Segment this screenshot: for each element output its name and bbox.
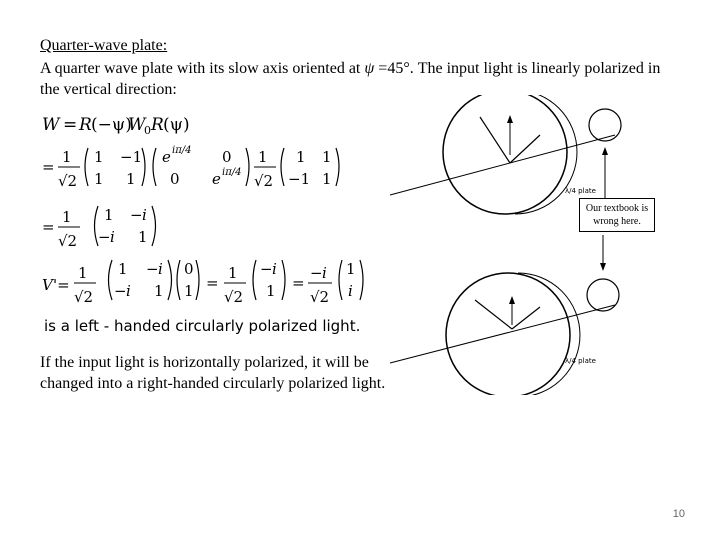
svg-text:iπ/4: iπ/4 <box>222 167 242 178</box>
plate-label-bottom: λ/4 plate <box>565 357 596 365</box>
svg-text:1: 1 <box>126 170 136 188</box>
svg-text:(−ψ): (−ψ) <box>91 115 132 135</box>
svg-text:√2: √2 <box>310 288 330 306</box>
equation-line-3 <box>42 206 156 250</box>
psi-symbol: ψ <box>364 60 375 77</box>
svg-text:i: i <box>348 282 353 300</box>
svg-text:−: − <box>310 264 323 282</box>
svg-text:√2: √2 <box>58 232 78 250</box>
svg-text:√2: √2 <box>224 288 244 306</box>
svg-text:1: 1 <box>94 170 104 188</box>
svg-text:−: − <box>114 282 127 300</box>
bottom-wave-plate <box>390 235 619 395</box>
svg-text:i: i <box>110 228 115 246</box>
plate-label-top: λ/4 plate <box>565 187 596 195</box>
slide-heading: Quarter-wave plate: <box>40 37 168 54</box>
svg-text:0: 0 <box>144 124 151 137</box>
svg-text:1: 1 <box>228 264 238 282</box>
svg-text:1: 1 <box>138 228 148 246</box>
svg-text:1: 1 <box>184 282 194 300</box>
svg-text:1: 1 <box>346 260 356 278</box>
svg-text:1: 1 <box>322 170 332 188</box>
page-number: 10 <box>672 508 685 520</box>
svg-text:1: 1 <box>78 264 88 282</box>
svg-text:W: W <box>128 115 146 135</box>
svg-text:W: W <box>42 115 60 135</box>
svg-text:=: = <box>292 274 305 292</box>
svg-text:1: 1 <box>154 282 164 300</box>
svg-text:1: 1 <box>258 148 268 166</box>
svg-text:0: 0 <box>184 260 194 278</box>
svg-text:iπ/4: iπ/4 <box>172 145 192 156</box>
equation-line-4 <box>42 260 363 306</box>
svg-text:−: − <box>146 260 159 278</box>
svg-text:1: 1 <box>322 148 332 166</box>
svg-text:−: − <box>98 228 111 246</box>
bottom-text: If the input light is horizontally polarized, it will be changed into a right-handed circularly polarized light. <box>40 354 386 392</box>
svg-text:√2: √2 <box>254 172 274 190</box>
svg-text:√2: √2 <box>74 288 94 306</box>
svg-text:1: 1 <box>94 148 104 166</box>
svg-text:R: R <box>79 115 92 135</box>
intro-text-start: A quarter wave plate with its slow axis oriented at <box>40 60 365 77</box>
svg-text:−: − <box>260 260 273 278</box>
svg-text:√2: √2 <box>58 172 78 190</box>
svg-text:1: 1 <box>118 260 128 278</box>
intro-text-end: =45°. The input light is linearly polarized in the vertical direction: <box>40 60 661 98</box>
svg-text:−1: −1 <box>120 148 143 166</box>
svg-text:1: 1 <box>296 148 306 166</box>
svg-text:e: e <box>162 148 171 166</box>
equation-block <box>30 108 370 338</box>
intro-text <box>40 58 680 100</box>
svg-text:i: i <box>322 264 327 282</box>
svg-text:1: 1 <box>62 208 72 226</box>
svg-text:−1: −1 <box>288 170 311 188</box>
svg-text:=: = <box>63 115 78 135</box>
svg-text:=: = <box>42 218 55 236</box>
svg-text:R: R <box>151 115 164 135</box>
wave-plate-diagram <box>380 95 660 395</box>
top-wave-plate <box>390 95 621 214</box>
svg-text:1: 1 <box>104 206 114 224</box>
svg-text:i: i <box>142 206 147 224</box>
svg-text:1: 1 <box>266 282 276 300</box>
equation-line-2 <box>42 145 339 190</box>
equation-line-1 <box>42 115 190 137</box>
svg-text:=: = <box>206 274 219 292</box>
svg-text:i: i <box>126 282 131 300</box>
svg-text:e: e <box>212 170 221 188</box>
textbook-note: Our textbook is wrong here. <box>579 198 655 232</box>
svg-text:V: V <box>42 276 53 294</box>
svg-text:i: i <box>158 260 163 278</box>
svg-text:0: 0 <box>222 148 232 166</box>
svg-text:1: 1 <box>62 148 72 166</box>
svg-text:(ψ): (ψ) <box>163 115 190 135</box>
svg-text:0: 0 <box>170 170 180 188</box>
svg-text:=: = <box>42 158 55 176</box>
svg-text:'=: '= <box>53 276 70 294</box>
svg-text:−: − <box>130 206 143 224</box>
result-statement: is a left - handed circularly polarized light. <box>44 317 361 335</box>
svg-text:i: i <box>272 260 277 278</box>
